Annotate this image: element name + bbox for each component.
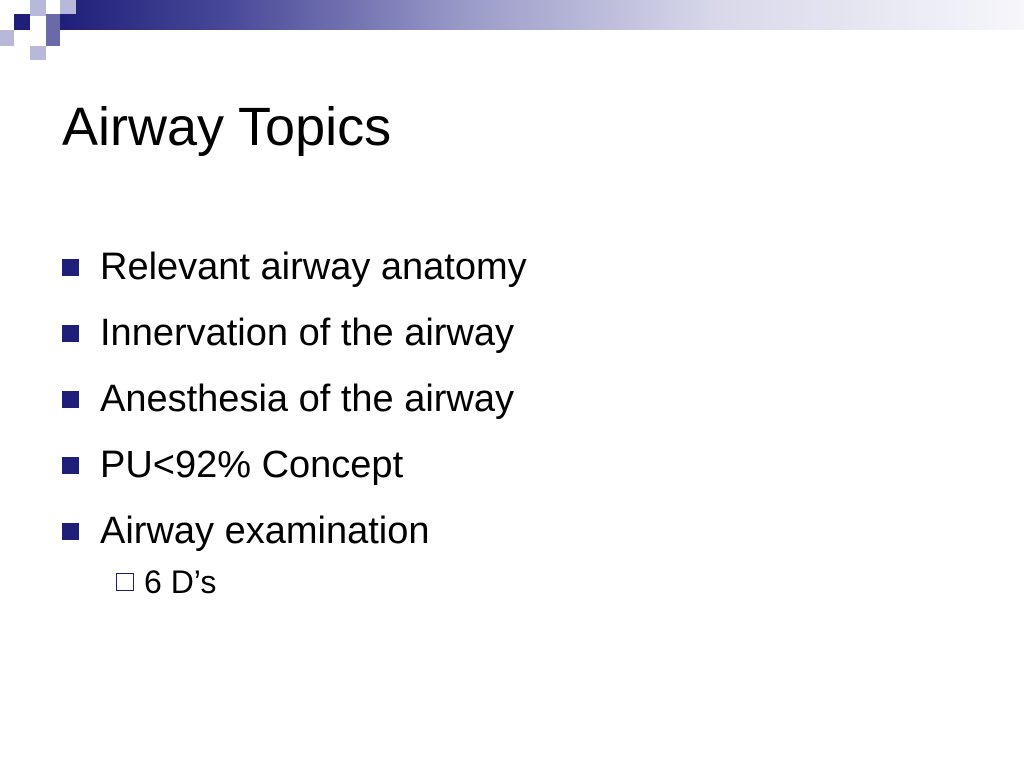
bullet-item [62,366,527,432]
header-square [60,0,76,14]
bullet-text: Relevant airway anatomy [100,246,527,288]
bullet-list [62,234,527,608]
header-square [14,14,30,30]
header-square [46,14,60,30]
sub-bullet-text: 6 D’s [144,564,217,600]
bullet-text: PU<92% Concept [100,444,404,486]
header-square [30,46,46,60]
square-bullet-icon [62,523,79,540]
header-square [0,30,14,46]
bullet-text: Innervation of the airway [100,312,515,354]
bullet-text: Airway examination [100,510,430,552]
bullet-item [62,498,527,564]
hollow-square-bullet-icon [116,573,134,591]
square-bullet-icon [62,259,79,276]
square-bullet-icon [62,325,79,342]
sub-bullet-item [62,556,527,608]
square-bullet-icon [62,457,79,474]
slide-title: Airway Topics [62,97,392,157]
header-gradient-bar [60,0,1024,30]
square-bullet-icon [62,391,79,408]
bullet-item [62,300,527,366]
bullet-text: Anesthesia of the airway [100,378,515,420]
header-square [30,0,46,16]
bullet-item [62,432,527,498]
bullet-item [62,234,527,300]
header-square [46,30,60,46]
